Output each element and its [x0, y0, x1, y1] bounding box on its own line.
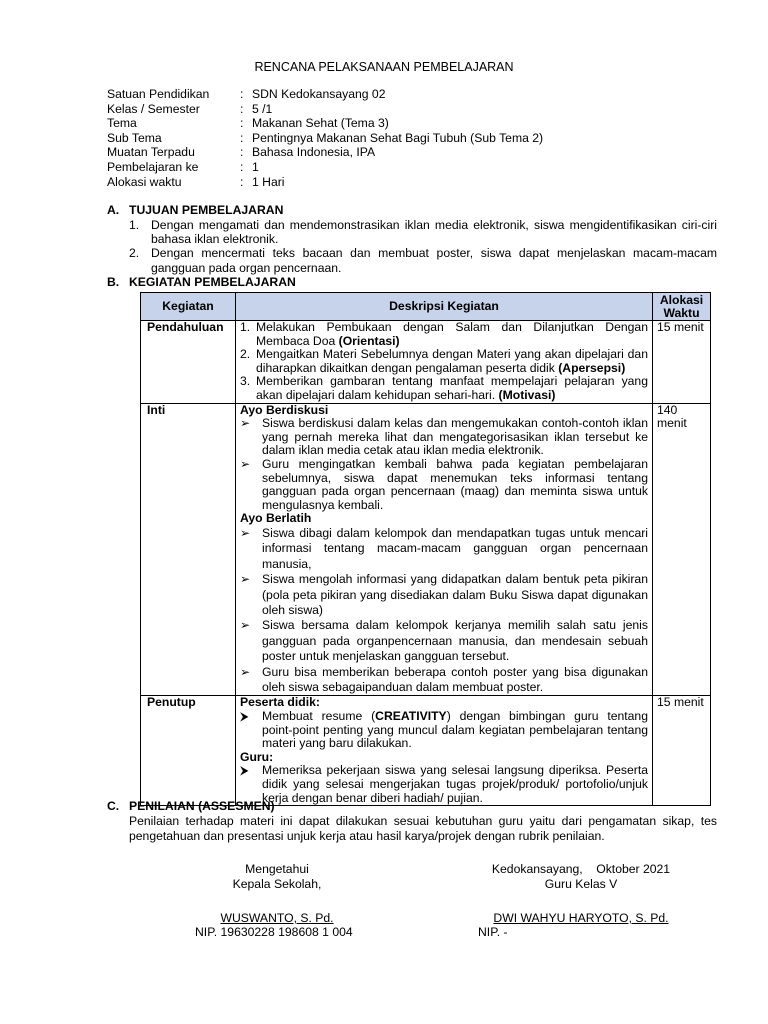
item-emphasis: (Orientasi) — [338, 333, 400, 348]
arrow-bullet-icon: ⮞ — [240, 708, 249, 723]
arrow-bullet-icon: ➢ — [240, 618, 251, 633]
identity-value: Bahasa Indonesia, IPA — [252, 145, 376, 160]
header-deskripsi: Deskripsi Kegiatan — [236, 293, 653, 321]
objective-number: 2. — [129, 246, 140, 261]
identity-row — [107, 116, 667, 131]
item-text: Siswa dibagi dalam kelompok dan mendapatkan tugas untuk mencari informasi tentang macam-macam gangguan organ pencernaan manusia, — [262, 525, 648, 571]
arrow-bullet-icon: ➢ — [240, 525, 251, 540]
section-title: PENILAIAN (ASSESMEN) — [129, 799, 275, 813]
sign-name: DWI WAHYU HARYOTO, S. Pd. — [493, 911, 669, 925]
identity-colon: : — [240, 159, 244, 174]
identity-block — [107, 87, 667, 189]
identity-row — [107, 102, 667, 117]
identity-row — [107, 160, 667, 175]
phase-label: Pendahuluan — [141, 321, 236, 404]
arrow-bullet-icon: ➢ — [240, 664, 251, 679]
item-text: Siswa berdiskusi dalam kelas dan mengemukakan contoh-contoh iklan yang pernah mereka lihat dan mengategorisasikan iklan tersebut ke dalam iklan media cetak atau iklan media elektronik. — [262, 416, 648, 458]
section-kegiatan — [107, 275, 717, 290]
objective-text: Dengan mencermati teks bacaan dan membuat poster, siswa dapat menjelaskan macam-macam gangguan pada organ pencernaan. — [151, 246, 717, 275]
item-body: Memberikan gambaran tentang manfaat mempelajari pelajaran yang akan dipelajari dalam kehidupan sehari-hari. — [256, 374, 648, 402]
identity-value: 1 Hari — [252, 174, 285, 189]
signature-right-name-block — [481, 911, 681, 926]
arrow-bullet-icon: ➢ — [240, 572, 251, 587]
identity-row — [107, 131, 667, 146]
identity-value: 1 — [252, 159, 259, 174]
header-kegiatan: Kegiatan — [141, 293, 236, 321]
phase-label: Inti — [141, 403, 236, 696]
arrow-bullet-icon: ➢ — [240, 416, 251, 431]
identity-value: 5 /1 — [252, 101, 273, 116]
description-cell — [236, 696, 653, 806]
section-penilaian — [107, 799, 717, 844]
identity-label: Tema — [107, 116, 137, 131]
time-cell: 15 menit — [653, 321, 711, 404]
objective-item — [129, 246, 717, 274]
item-emphasis: (Apersepsi) — [558, 360, 626, 375]
section-heading — [107, 799, 717, 814]
sign-known-label: Mengetahui — [245, 862, 309, 876]
item-number: 1. — [240, 320, 251, 334]
item-text — [256, 375, 648, 402]
identity-label: Alokasi waktu — [107, 174, 182, 189]
list-item — [240, 710, 648, 751]
list-item — [240, 665, 648, 696]
item-emphasis: (Motivasi) — [498, 387, 556, 402]
item-number: 2. — [240, 347, 251, 362]
item-text — [256, 348, 648, 375]
item-text — [256, 321, 648, 348]
arrow-bullet-icon: ⮞ — [240, 763, 249, 778]
signature-left-name-block — [177, 911, 377, 926]
sign-role: Guru Kelas V — [544, 876, 618, 891]
subheading-peserta: Peserta didik: — [240, 695, 320, 710]
section-letter: A. — [107, 203, 120, 217]
subheading-guru: Guru: — [240, 749, 274, 764]
identity-value: Makanan Sehat (Tema 3) — [252, 116, 389, 131]
objective-number: 1. — [129, 218, 140, 232]
identity-value: SDN Kedokansayang 02 — [252, 87, 386, 101]
sign-role: Kepala Sekolah, — [232, 876, 322, 891]
section-title: KEGIATAN PEMBELAJARAN — [129, 275, 296, 289]
list-item — [240, 321, 648, 348]
identity-colon: : — [240, 174, 244, 189]
arrow-bullet-icon: ➢ — [240, 456, 251, 471]
identity-colon: : — [240, 116, 244, 131]
phase-label: Penutup — [141, 696, 236, 806]
item-body: Melakukan Pembukaan dengan Salam dan Dilanjutkan Dengan Membaca Doa — [256, 320, 648, 348]
item-text: Memeriksa pekerjaan siswa yang selesai langsung diperiksa. Peserta didik yang selesai mengerjakan tugas projek/produk/ portofolio/unjuk kerja dengan benar diberi hadiah/ pujian. — [262, 763, 648, 805]
signature-right — [481, 862, 681, 891]
list-item — [240, 348, 648, 375]
signature-left-nip-block — [195, 925, 353, 940]
list-item — [240, 375, 648, 402]
item-text: Guru mengingatkan kembali bahwa pada kegiatan pembelajaran sebelumnya, siswa dapat menemukan teks informasi tentang gangguan pada organ pencernaan (maag) dan meminta siswa untuk mengulasnya kembali. — [262, 456, 648, 512]
sign-place-date: Kedokansayang, Oktober 2021 — [491, 862, 671, 876]
section-title: TUJUAN PEMBELAJARAN — [129, 203, 284, 217]
item-body: Membuat resume ( — [262, 708, 376, 723]
identity-label: Satuan Pendidikan — [107, 87, 210, 101]
identity-row — [107, 175, 667, 190]
identity-label: Sub Tema — [107, 130, 162, 145]
list-item — [240, 618, 648, 664]
item-number: 3. — [240, 374, 251, 389]
list-item — [240, 572, 648, 618]
subheading-berdiskusi: Ayo Berdiskusi — [240, 402, 329, 417]
sign-name: WUSWANTO, S. Pd. — [220, 911, 334, 925]
table-row-pendahuluan — [141, 321, 711, 404]
table-header-row — [141, 293, 711, 321]
header-alokasi: Alokasi Waktu — [653, 293, 711, 321]
sign-nip: NIP. 19630228 198608 1 004 — [195, 925, 353, 939]
identity-colon: : — [240, 101, 244, 116]
item-text: Guru bisa memberikan beberapa contoh poster yang bisa digunakan oleh siswa sebagaipanduan dalam membuat poster. — [262, 664, 648, 694]
identity-value: Pentingnya Makanan Sehat Bagi Tubuh (Sub Tema 2) — [252, 130, 544, 145]
item-body: Mengaitkan Materi Sebelumnya dengan Materi yang akan dipelajari dan diharapkan dikaitkan dengan pengalaman peserta didik — [256, 347, 648, 375]
signature-right-nip-block — [478, 925, 508, 940]
description-cell — [236, 403, 653, 696]
list-item — [240, 526, 648, 572]
activity-table — [140, 292, 711, 806]
section-heading — [107, 275, 717, 290]
item-text — [262, 710, 648, 751]
item-emphasis: CREATIVITY — [375, 708, 447, 723]
subheading-berlatih: Ayo Berlatih — [240, 511, 312, 526]
list-item — [240, 417, 648, 458]
time-cell: 140 menit — [653, 403, 711, 696]
identity-label: Muatan Terpadu — [107, 145, 195, 160]
section-heading — [107, 203, 717, 218]
description-cell — [236, 321, 653, 404]
section-tujuan — [107, 203, 717, 275]
section-letter: B. — [107, 275, 120, 289]
assessment-text: Penilaian terhadap materi ini dapat dilakukan sesuai kebutuhan guru yaitu dari pengamatan sikap, tes pengetahuan dan presentasi unjuk kerja atau hasil karya/projek dengan rubrik penilaian. — [129, 814, 717, 843]
item-text: Siswa bersama dalam kelompok kerjanya memilih salah satu jenis gangguan pada organpencernaan manusia, dan mendesain sebuah poster untuk menjelaskan gangguan tersebut. — [262, 618, 648, 664]
identity-label: Kelas / Semester — [107, 101, 200, 116]
item-body: ) dengan bimbingan guru tentang point-point penting yang muncul dalam kegiatan pembelajaran tentang materi yang baru dilakukan. — [262, 708, 648, 751]
item-text: Siswa mengolah informasi yang didapatkan dalam bentuk peta pikiran (pola peta pikiran yang disediakan dalam Buku Siswa dapat digunakan oleh siswa) — [262, 572, 648, 617]
identity-label: Pembelajaran ke — [107, 159, 199, 174]
signature-left — [177, 862, 377, 891]
table-row-penutup — [141, 696, 711, 806]
objective-item — [129, 218, 717, 246]
objective-text: Dengan mengamati dan mendemonstrasikan iklan media elektronik, siswa mengidentifikasikan ciri-ciri bahasa iklan elektronik. — [151, 218, 717, 247]
identity-colon: : — [240, 130, 244, 145]
table-row-inti — [141, 403, 711, 696]
document-title: RENCANA PELAKSANAAN PEMBELAJARAN — [254, 60, 514, 74]
identity-row — [107, 87, 667, 102]
time-cell: 15 menit — [653, 696, 711, 806]
objective-list — [129, 218, 717, 275]
identity-row — [107, 145, 667, 160]
identity-colon: : — [240, 87, 244, 101]
sign-nip: NIP. - — [478, 925, 508, 939]
section-letter: C. — [107, 799, 120, 813]
list-item — [240, 458, 648, 512]
identity-colon: : — [240, 145, 244, 160]
